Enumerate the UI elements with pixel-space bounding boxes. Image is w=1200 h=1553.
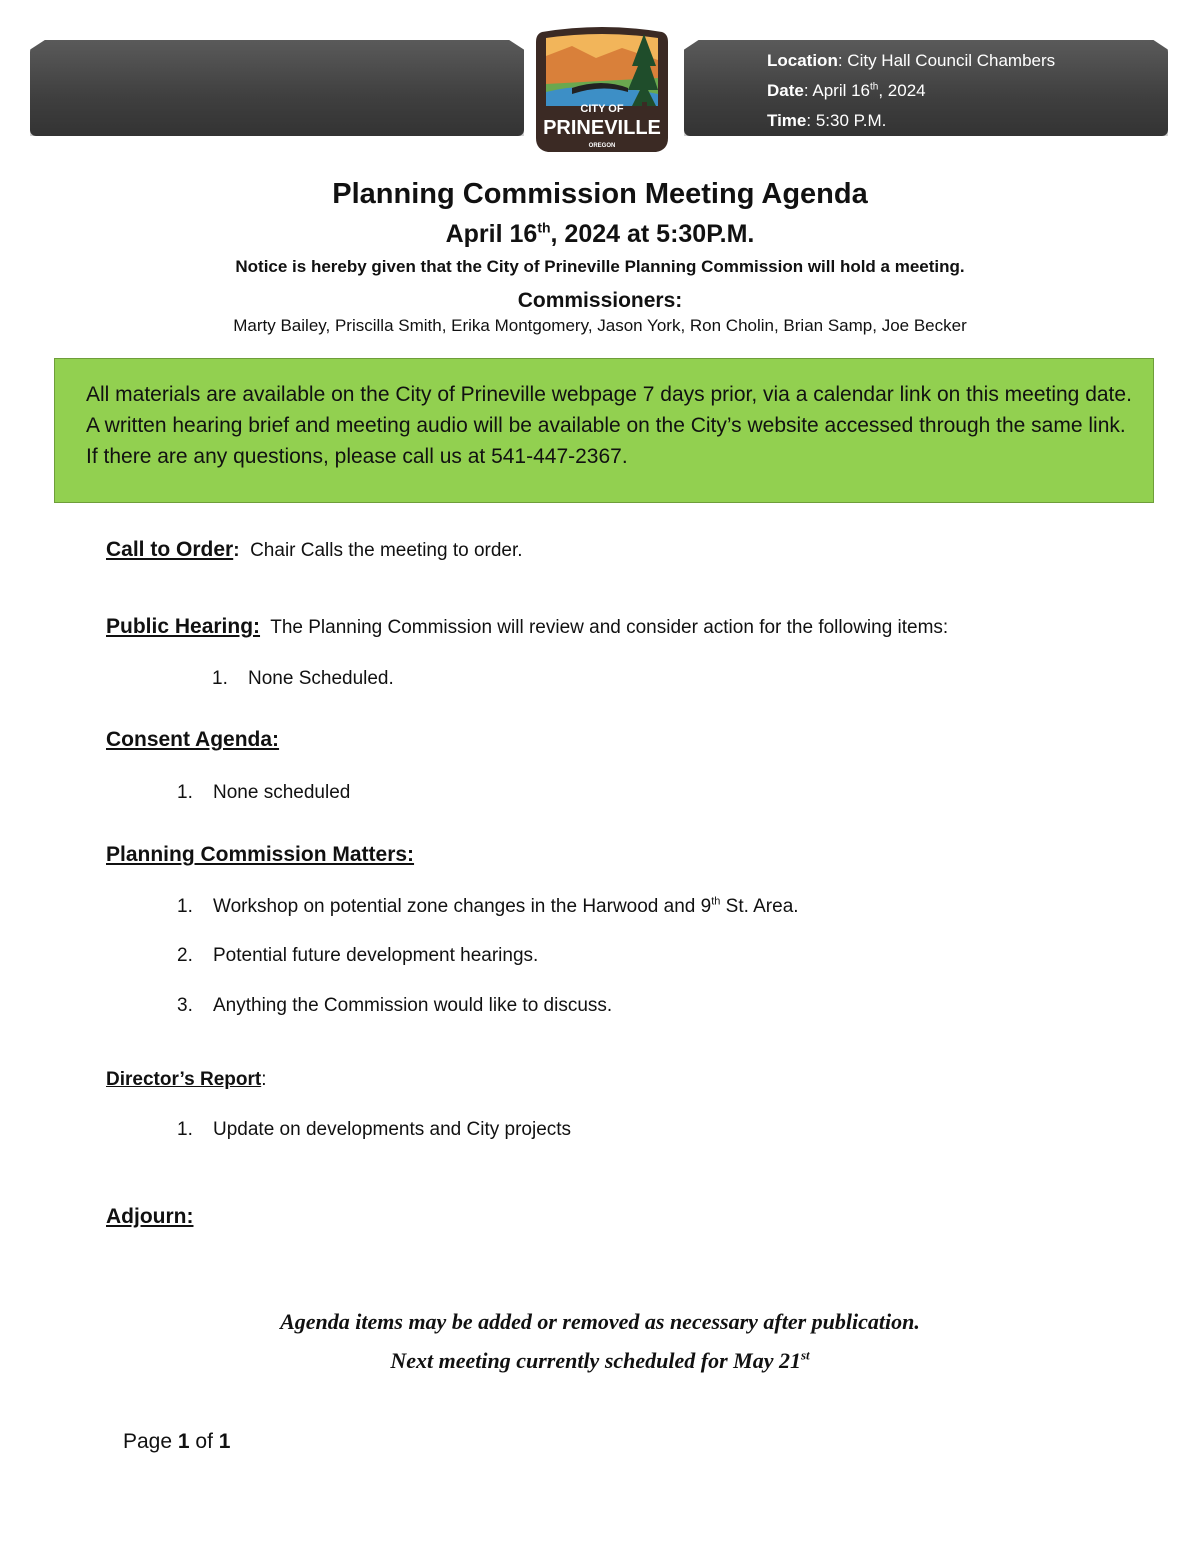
page-title: Planning Commission Meeting Agenda xyxy=(332,178,868,210)
commissioners-list: Marty Bailey, Priscilla Smith, Erika Montgomery, Jason York, Ron Cholin, Brian Samp, Joe Becker xyxy=(233,316,967,335)
meeting-notice: Notice is hereby given that the City of Prineville Planning Commission will hold a meeting. xyxy=(235,257,965,276)
list-item: 1. None scheduled xyxy=(177,782,351,803)
section-call-to-order: Call to Order: Chair Calls the meeting to order. xyxy=(106,538,523,561)
header-banner-left xyxy=(30,40,524,136)
list-item: 3. Anything the Commission would like to discuss. xyxy=(177,995,613,1016)
meeting-info xyxy=(767,46,1055,136)
time-line: Time: 5:30 P.M. xyxy=(767,111,887,130)
list-item: 2. Potential future development hearings. xyxy=(177,945,539,966)
location-line: Location: City Hall Council Chambers xyxy=(767,51,1056,70)
commissioners-label: Commissioners: xyxy=(517,289,683,312)
logo-text-oregon: OREGON xyxy=(588,143,616,149)
list-item: 1. None Scheduled. xyxy=(212,668,394,689)
city-logo xyxy=(532,26,672,158)
meeting-date-heading: April 16th, 2024 at 5:30P.M. xyxy=(445,219,755,248)
section-adjourn: Adjourn: xyxy=(106,1205,194,1228)
materials-notice-box xyxy=(54,358,1154,503)
date-line: Date: April 16th, 2024 xyxy=(767,81,926,100)
list-item: 1. Workshop on potential zone changes in the Harwood and 9th St. Area. xyxy=(177,895,799,917)
logo-text-prineville: PRINEVILLE xyxy=(543,117,661,139)
section-consent-agenda: Consent Agenda: xyxy=(106,728,280,751)
page-number: Page 1 of 1 xyxy=(123,1430,231,1453)
materials-notice-text: All materials are available on the City of Prineville webpage 7 days prior, via a calendar link on this meeting date. A written hearing brief and meeting audio will be available on the City’s website accessed through the same link. If there are any questions, please call us at 541-447-2367. xyxy=(86,383,1132,468)
section-public-hearing: Public Hearing: The Planning Commission will review and consider action for the following items: xyxy=(106,615,949,638)
closing-note: Agenda items may be added or removed as necessary after publication. xyxy=(280,1309,920,1334)
next-meeting-note: Next meeting currently scheduled for May 21st xyxy=(390,1347,810,1373)
logo-text-city-of: CITY OF xyxy=(580,103,624,115)
section-directors-report: Director’s Report: xyxy=(106,1069,267,1090)
list-item: 1. Update on developments and City projects xyxy=(177,1119,572,1140)
section-planning-commission-matters: Planning Commission Matters: xyxy=(106,843,415,866)
